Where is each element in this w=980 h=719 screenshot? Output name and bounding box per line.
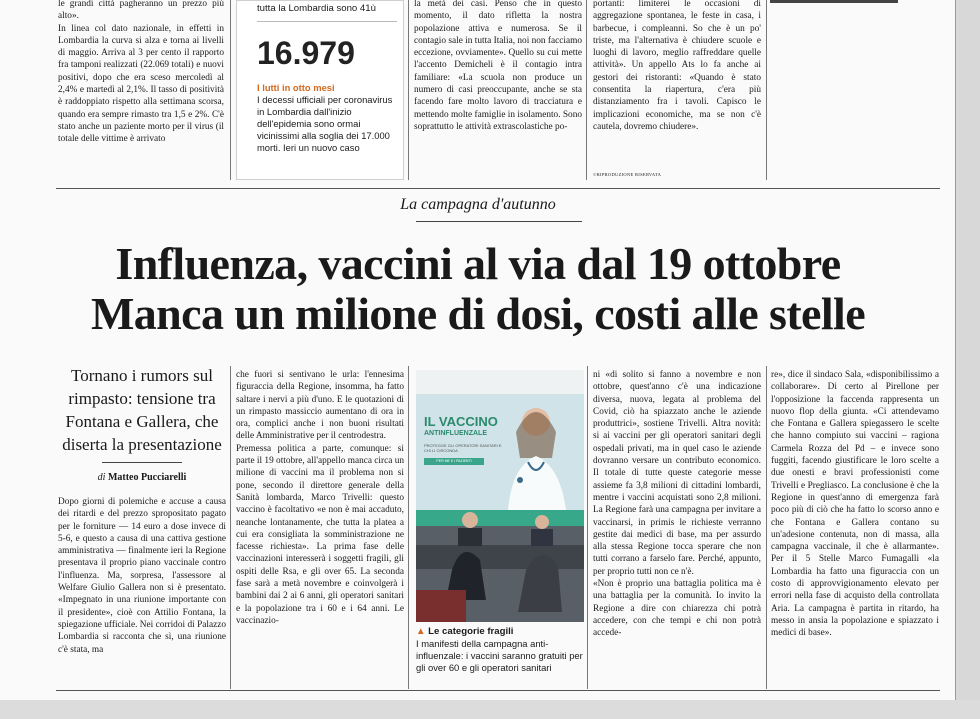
poster-subtitle: ANTINFLUENZALE xyxy=(424,430,487,437)
kicker-underline xyxy=(416,221,582,222)
body-divider-4 xyxy=(766,366,767,689)
poster-title: IL VACCINO xyxy=(424,414,498,429)
byline-name: Matteo Pucciarelli xyxy=(107,472,187,483)
deck-rule xyxy=(102,462,182,463)
body-divider-2 xyxy=(408,366,409,689)
top-divider-1 xyxy=(230,0,231,180)
section-divider xyxy=(56,188,940,189)
poster-body: PROTEGGE GLI OPERATORI SANITARI E CHI LI CIRCONDA xyxy=(424,443,502,453)
caption-title xyxy=(416,626,513,637)
article-kicker: La campagna d'autunno xyxy=(400,196,556,213)
top-copyright: ©RIPRODUZIONE RISERVATA xyxy=(593,172,662,177)
poster-button: PER ME E I PAZIENTI xyxy=(424,458,484,465)
top-column-4: portanti: limiterei le occasioni di aggregazione spontanea, le feste in casa, i barbecue, i compleanni. So che è un po' triste, ma l'alternativa è chiudere scuole e luoghi di lavoro, meglio raffreddare quelle attività». Un appello Ats lo fa anche ai gestori dei ristoranti: «Quando è stato consentita la riapertura, c'era più distanziamento fra i tavoli. Capisco le implicazioni economiche, ma se non c'è cautela, dovremo chiudere». xyxy=(593,0,761,132)
triangle-icon: ▲ xyxy=(416,626,426,637)
byline-prefix: di xyxy=(97,472,106,483)
article-column-4: ni «di solito si fanno a novembre e non ottobre, quest'anno c'è una indicazione diversa, nuova, legata al problema del Covid, ciò ha spiazzato anche le aziende produttrici», sostiene Trivelli. Altra novità: si ai vaccini per gli operatori sanitari degli ospedali privati, ma in quel caso le aziende dovranno versare un contributo economico. Il totale di tutte queste categorie messe assieme fa 3,8 milioni di cittadini lombardi, mentre i vaccini acquistati sono 2,8 milioni. La Regione farà una campagna per invitare a vaccinarsi, in primis le richieste verranno gestite dai medici di base, ma per assurdo alla stessa Regione tocca sperare che non tutti corrano a farselo fare. Perché, appunto, per proprio tutti non ce n'è. «Non è proprio una battaglia politica ma è una battaglia per la comunità. Io invito la Regione a dire con chiarezza chi potrà accedere, con che tempi e chi non potrà accede- xyxy=(593,370,761,639)
byline xyxy=(58,472,226,483)
infobox-rule xyxy=(257,21,397,22)
body-divider-1 xyxy=(230,366,231,689)
infobox-number: 16.979 xyxy=(257,35,355,71)
infobox-deaths xyxy=(236,0,404,180)
body-divider-3 xyxy=(587,366,588,689)
caption-title-text: Le categorie fragili xyxy=(428,626,514,637)
top-column-1: le grandi città pagheranno un prezzo più alto». In linea col dato nazionale, in effetti in Lombardia la curva si alza e torna ai livelli di maggio. Arriva al 3 per cento il rapporto fra tamponi realizzati (22.069 totali) e nuovi positivi, dopo che era sceso mercoledì al 2,4% e martedì al 2,1%. Il tasso di positività è raddoppiato rispetto alla settimana scorsa, quando era sempre rimasto tra 1,5 e 2%. C'è stato anche un paziente morto per il virus (il totale delle vittime è arrivato xyxy=(58,0,224,145)
bottom-gutter xyxy=(0,700,980,719)
headline-line-1: Influenza, vaccini al via dal 19 ottobre xyxy=(115,238,841,289)
headline-line-2: Manca un milione di dosi, costi alle stelle xyxy=(90,288,866,339)
article-column-5: re», dice il sindaco Sala, «disponibilissimo a collaborare». Di certo al Pirellone per l'opposizione la faccenda rappresenta un nuovo flop della giunta. «Ci attendevamo che Fontana e Gallera spiegassero le scelte che hanno compiuto sui vaccini – ragiona Carmela Rozza del Pd – e invece sono fuggiti, facendo giustificare le loro scelte a due onesti e bravi professionisti come Trivelli e Pregliasco. La conclusione è che la Regione in quest'anno di emergenza farà poco più di ciò che ha fatto lo scorso anno e che Fontana e Gallera contano su un'adesione contenuta, non di massa, alla campagna vaccinale, il che è allarmante». Per il 5 Stelle Marco Fumagalli «la Lombardia ha fatto una figuraccia con un costo di approvvigionamento elevato per errori nella fase di acquisto della controllata Aria. La campagna è partita in ritardo, ha messo in ansia la popolazione e spiazzato i medici di base». xyxy=(771,370,939,639)
top-divider-4 xyxy=(766,0,767,180)
bottom-rule xyxy=(56,690,940,691)
infobox-kicker: I lutti in otto mesi xyxy=(257,82,335,93)
top-divider-2 xyxy=(408,0,409,180)
article-column-1: Dopo giorni di polemiche e accuse a causa dei ritardi e del prezzo spropositato pagato per le forniture — 14 euro a dose invece di 5-6, e questo a causa di una cattiva gestione amministrativa — finalmente ieri la Regione presentava il proprio piano vaccinale contro l'influenza. Ma, sorpresa, l'assessore al Welfare Giulio Gallera non si è presentato. «Impegnato in una riunione importante con il presidente», cioè con Attilio Fontana, la spiegazione ufficiale. Nei corridoi di Palazzo Lombardia si racconta che sì, una riunione c'è stata, ma xyxy=(58,497,226,655)
right-gutter xyxy=(956,0,980,719)
top-right-rule xyxy=(770,0,898,3)
infobox-top-text: tutta la Lombardia sono 41ù xyxy=(257,3,376,14)
event-photo xyxy=(416,370,584,622)
article-column-2: che fuori si sentivano le urla: l'ennesima figuraccia della Regione, insomma, ha fatto saltare i nervi a più d'uno. E le quotazioni di un rimpasto massiccio aumentano di ora in ora, complici anche i non buoni risultati delle Amministrative per il centrodestra. Premessa politica a parte, comunque: si parte il 19 ottobre, all'appello manca circa un milione di vaccini ma il problema non si pone, secondo il direttore generale della Sanità lombarda, Marco Trivelli: questo vaccino è facoltativo «e non è mai accaduto, neanche lontanamente, che tutta la platea a cui era consigliata la somministrazione ne facesse richiesta». La prima fase delle vaccinazioni interesserà i soggetti fragili, gli ospiti delle Rsa, e gli over 65. La seconda fase sarà a metà novembre e coinvolgerà i bambini dai 2 ai 6 anni, gli operatori sanitari e la popolazione tra i 60 e i 64 anni. Le vaccinazio- xyxy=(236,370,404,626)
article-deck: Tornano i rumors sul rimpasto: tensione tra Fontana e Gallera, che diserta la presentazione xyxy=(62,366,222,454)
top-divider-3 xyxy=(586,0,587,180)
photo-illustration xyxy=(416,370,584,622)
caption-text: I manifesti della campagna anti-influenzale: i vaccini saranno gratuiti per gli over 60 e gli operatori sanitari xyxy=(416,638,583,673)
infobox-text: I decessi ufficiali per coronavirus in Lombardia dall'inizio dell'epidemia sono ormai vicinissimi alla soglia dei 17.000 morti. Ieri un nuovo caso xyxy=(257,94,393,153)
top-column-3: la metà dei casi. Penso che in questo momento, il dato rifletta la nostra popolazione attiva e numerosa. Se il contagio sale in tutta Italia, noi non facciamo eccezione, ovviamente». Quello su cui mette l'accento Demicheli è il contagio intra familiare: «La scuola non produce un numero di casi preoccupante, anche se sta facendo fare molto lavoro di tracciatura e mettendo molte famiglie in isolamento. Sono soprattutto le attività extrascolastiche po- xyxy=(414,0,582,132)
